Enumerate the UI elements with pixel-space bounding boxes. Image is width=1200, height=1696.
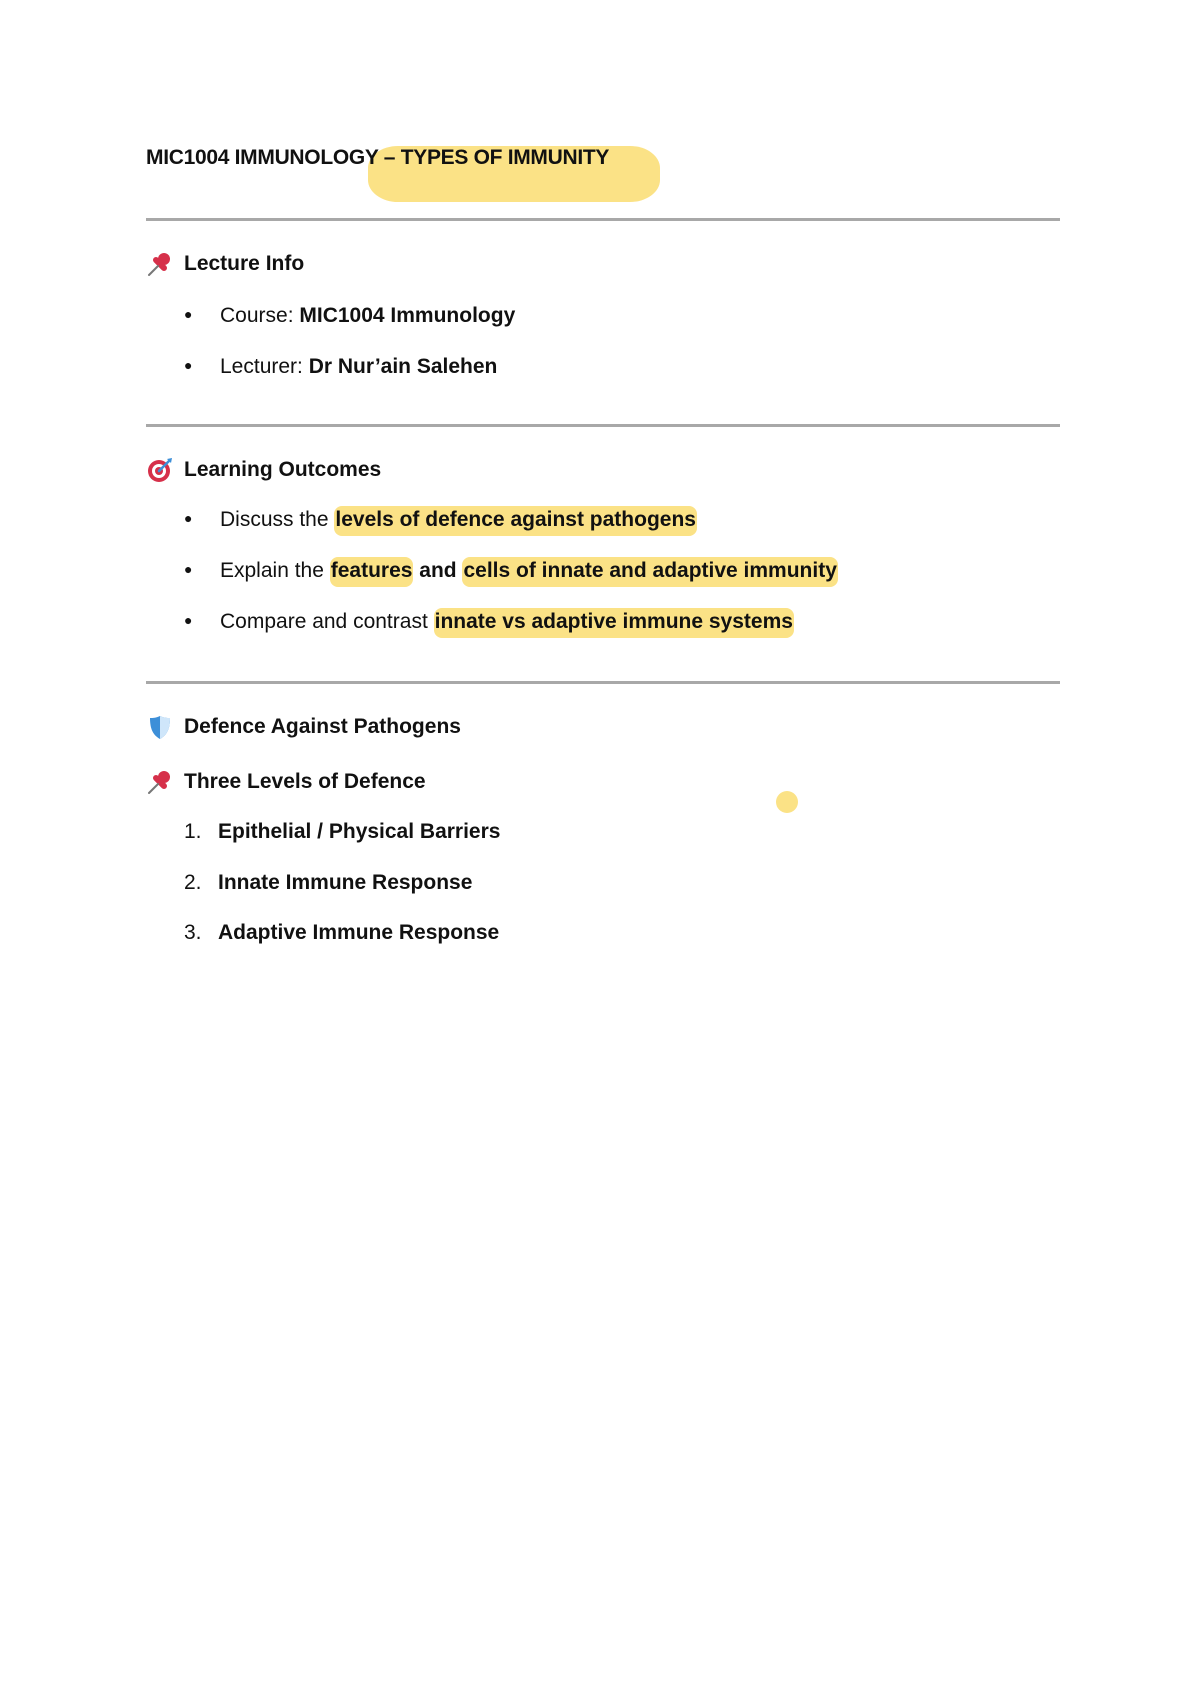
section-heading-label: Lecture Info <box>184 252 305 275</box>
list-item-outcome-2: ● Explain the features and cells of innate and adaptive immunity <box>184 559 838 583</box>
pushpin-icon <box>146 250 174 278</box>
bullet: ● <box>184 612 193 629</box>
list-item-outcome-1: ● Discuss the levels of defence against pathogens <box>184 508 697 532</box>
list-item-outcome-3: ● Compare and contrast innate vs adaptive immune systems <box>184 610 794 634</box>
bullet: ● <box>184 357 193 374</box>
bullet: ● <box>184 510 193 527</box>
target-icon <box>146 456 174 484</box>
section-heading-label: Learning Outcomes <box>184 458 382 481</box>
divider <box>146 424 1060 427</box>
page-title: MIC1004 IMMUNOLOGY – TYPES OF IMMUNITY <box>146 146 610 169</box>
list-number: 2. <box>184 871 202 894</box>
pushpin-icon <box>146 768 174 796</box>
highlight-dot <box>776 791 798 813</box>
list-item-level-3: 3. Adaptive Immune Response <box>184 921 500 944</box>
section-heading-defence <box>146 713 461 741</box>
list-number: 3. <box>184 921 202 944</box>
divider <box>146 218 1060 221</box>
subheading-label: Three Levels of Defence <box>184 770 426 793</box>
list-item-level-1: 1. Epithelial / Physical Barriers <box>184 820 501 843</box>
shield-icon <box>146 713 174 741</box>
list-item-course: ● Course: MIC1004 Immunology <box>184 304 516 327</box>
bullet: ● <box>184 561 193 578</box>
subheading-three-levels <box>146 768 426 796</box>
bullet: ● <box>184 306 193 323</box>
section-heading-learning-outcomes <box>146 456 381 484</box>
divider <box>146 681 1060 684</box>
list-item-lecturer: ● Lecturer: Dr Nur’ain Salehen <box>184 355 498 378</box>
section-heading-lecture-info <box>146 250 304 278</box>
list-number: 1. <box>184 820 202 843</box>
section-heading-label: Defence Against Pathogens <box>184 715 461 738</box>
list-item-level-2: 2. Innate Immune Response <box>184 871 473 894</box>
